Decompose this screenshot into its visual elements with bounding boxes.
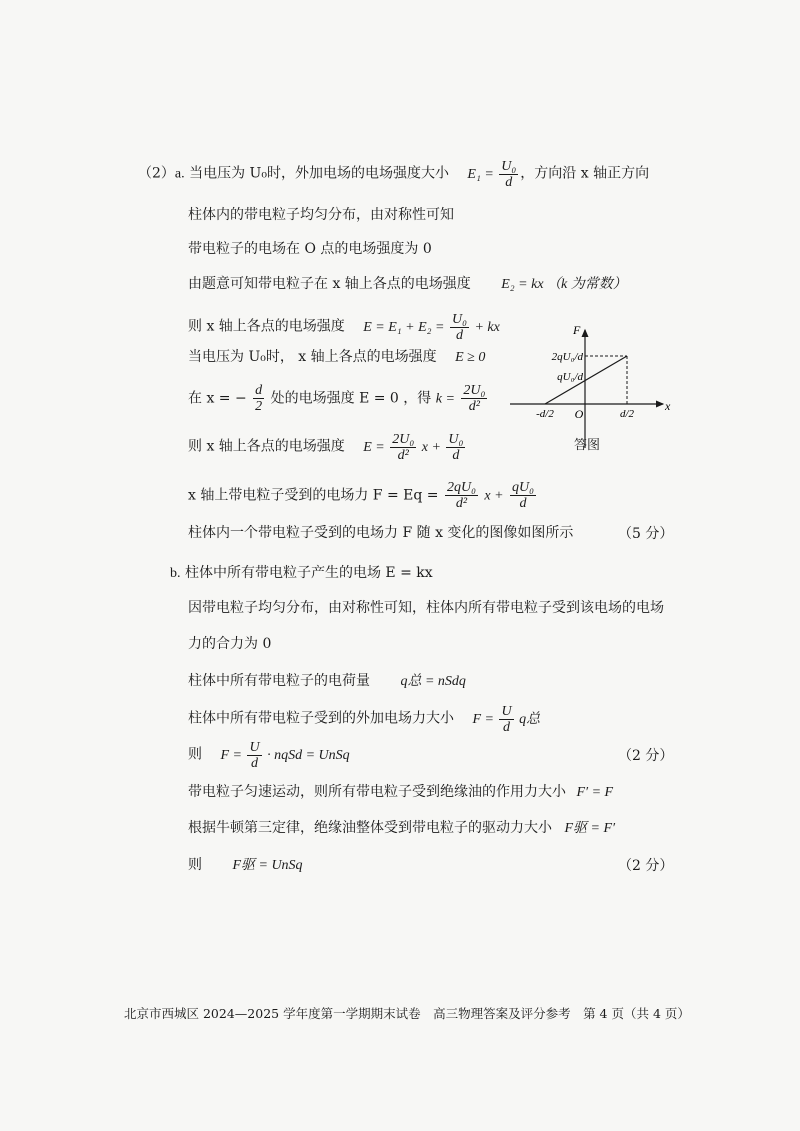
part-b-line-3: 力的合力为 0	[188, 636, 272, 652]
x-axis-label: x	[665, 399, 671, 413]
part-a-line-3: 带电粒子的电场在 O 点的电场强度为 0	[188, 241, 432, 257]
part-b-line-5: 柱体中所有带电粒子受到的外加电场力大小 F = $\frac{U}{d}$ q总	[188, 704, 541, 735]
part-b-line-4: 柱体中所有带电粒子的电荷量 q总 = nSdq	[188, 673, 466, 689]
page-footer: 北京市西城区 2024—2025 学年度第一学期期末试卷 高三物理答案及评分参考 第 4 页（共 4 页）	[124, 1006, 690, 1021]
y-axis-label: F	[573, 323, 581, 337]
part-a-score: （5 分）	[618, 526, 674, 542]
part-a-line-4: 由题意可知带电粒子在 x 轴上各点的电场强度 E₂ = kx （k 为常数）	[188, 276, 627, 292]
part-a-line-9: x 轴上带电粒子受到的电场力 F = Eq = $\frac{\text{2qU₀}}{\text{d²}}$ x + $\frac{\text{qU₀}}{d}$	[188, 480, 535, 511]
force-graph	[505, 320, 680, 455]
tick-left: -d/2	[536, 408, 554, 420]
part-b-line-7: 带电粒子匀速运动，则所有带电粒子受到绝缘油的作用力大小 F′ = F	[188, 784, 614, 800]
part-b-line-6: 则 F = $\frac{U}{d}$ · nqSd = UnSq	[188, 740, 350, 771]
part-a-line-5: 则 x 轴上各点的电场强度 E = E₁ + E₂ = $\frac{\text{U₀}}{d}$ + kx	[188, 312, 500, 343]
origin-label: O	[574, 407, 584, 421]
tick-right: d/2	[619, 408, 635, 420]
part-b-line-2: 因带电粒子均匀分布，由对称性可知，柱体内所有带电粒子受到该电场的电场	[188, 600, 664, 616]
part-b-score-1: （2 分）	[618, 748, 674, 764]
part-a-line-7: 在 x = − $\frac{d}{2}$ 处的电场强度 E = 0 ，得 k = $\frac{\text{2U₀}}{\text{d²}}$	[188, 383, 486, 414]
figure-caption: 答图	[574, 438, 601, 453]
part-a-line-1: （2）a. 当电压为 U₀时，外加电场的电场强度大小 E₁ = $\frac{\text{U₀}}{d}$ ，方向沿 x 轴正方向	[138, 159, 650, 190]
part-a-line-10: 柱体内一个带电粒子受到的电场力 F 随 x 变化的图像如图所示	[188, 525, 574, 541]
label-top: 2qU₀/d	[551, 351, 583, 363]
part-b-score-2: （2 分）	[618, 858, 674, 874]
part-a-line-2: 柱体内的带电粒子均匀分布，由对称性可知	[188, 207, 454, 223]
part-b-line-9: 则 F驱 = UnSq	[188, 857, 303, 873]
part-a-line-6: 当电压为 U₀时， x 轴上各点的电场强度 E ≥ 0	[188, 349, 486, 365]
part-b-line-1: b. 柱体中所有带电粒子产生的电场 E = kx	[170, 565, 433, 581]
label-mid: qU₀/d	[557, 371, 583, 383]
part-a-line-8: 则 x 轴上各点的电场强度 E = $\frac{\text{2U₀}}{\text{d²}}$ x + $\frac{\text{U₀}}{d}$	[188, 432, 464, 463]
part-b-line-8: 根据牛顿第三定律，绝缘油整体受到带电粒子的驱动力大小 F驱 = F′	[188, 820, 616, 836]
